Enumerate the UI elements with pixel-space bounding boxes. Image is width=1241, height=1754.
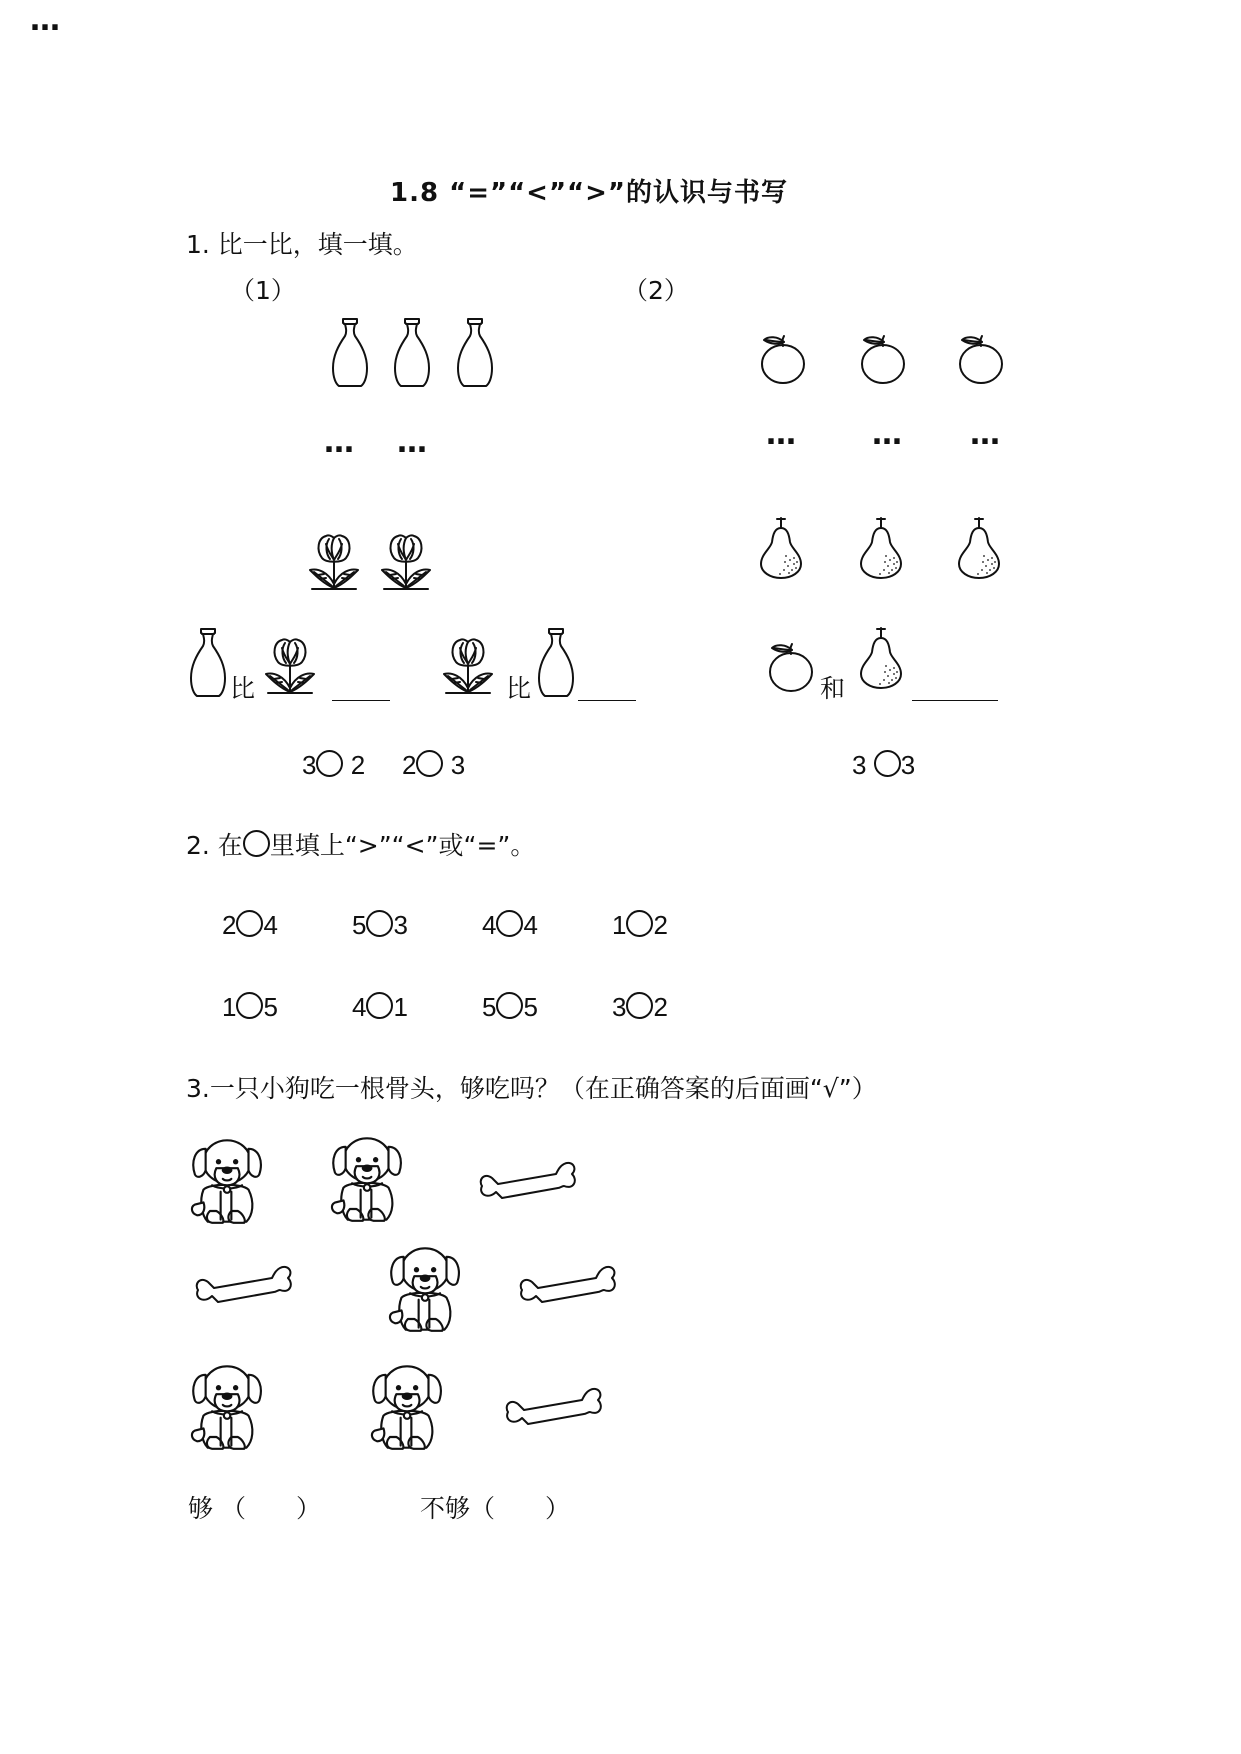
- vase-icon: [455, 316, 495, 388]
- right-number: 1: [393, 992, 408, 1022]
- match-dots: …: [970, 417, 1002, 452]
- answer-blank[interactable]: [578, 700, 636, 701]
- answer-circle[interactable]: [874, 750, 901, 777]
- answer-blank[interactable]: [912, 700, 998, 701]
- answer-circle[interactable]: [316, 750, 343, 777]
- left-number: 4: [352, 992, 367, 1022]
- compare-expression: [222, 910, 278, 941]
- enough-answer[interactable]: 够 （ ）: [188, 1494, 321, 1523]
- q1-heading: 1. 比一比，填一填。: [186, 230, 418, 259]
- circle-icon: [243, 830, 270, 857]
- left-number: 2: [222, 910, 237, 940]
- q2-heading: [186, 830, 535, 858]
- left-number: 5: [352, 910, 367, 940]
- apple-icon: [858, 332, 908, 384]
- compare-expression: [612, 992, 668, 1023]
- pear-icon: [856, 516, 906, 580]
- corner-ellipsis: …: [30, 3, 62, 38]
- apple-icon: [758, 332, 808, 384]
- right-number: 4: [523, 910, 538, 940]
- compare-expression: [482, 910, 538, 941]
- left-number: 1: [612, 910, 627, 940]
- right-number: 4: [263, 910, 278, 940]
- vase-icon: [536, 626, 576, 698]
- answer-circle[interactable]: [496, 910, 523, 937]
- vase-icon: [188, 626, 228, 698]
- match-dots: …: [324, 425, 356, 460]
- tulip-icon: [440, 636, 496, 696]
- match-dots: …: [872, 417, 904, 452]
- vase-icon: [330, 316, 370, 388]
- compare-expression: [222, 992, 278, 1023]
- tulip-icon: [262, 636, 318, 696]
- left-number: 1: [222, 992, 237, 1022]
- pear-icon: [756, 516, 806, 580]
- compare-word: 比: [230, 674, 256, 703]
- left-number: 3: [612, 992, 627, 1022]
- apple-icon: [956, 332, 1006, 384]
- answer-circle[interactable]: [366, 992, 393, 1019]
- compare-expression: [852, 750, 915, 781]
- answer-circle[interactable]: [626, 992, 653, 1019]
- answer-circle[interactable]: [626, 910, 653, 937]
- compare-expression: [402, 750, 465, 781]
- right-number: 2: [653, 910, 668, 940]
- compare-word: 比: [506, 674, 532, 703]
- and-word: 和: [820, 674, 846, 703]
- bone-icon: [518, 1264, 618, 1314]
- bone-icon: [194, 1264, 294, 1314]
- right-number: 2: [653, 992, 668, 1022]
- not-enough-answer[interactable]: 不够（ ）: [420, 1494, 571, 1523]
- page-title: 1.8 “=”“<”“>”的认识与书写: [390, 178, 788, 208]
- compare-expression: [482, 992, 538, 1023]
- answer-blank[interactable]: [332, 700, 390, 701]
- answer-circle[interactable]: [496, 992, 523, 1019]
- q2-heading-suffix: 里填上“>”“<”或“=”。: [269, 831, 536, 860]
- vase-icon: [392, 316, 432, 388]
- right-number: 3: [393, 910, 408, 940]
- puppy-icon: [188, 1362, 264, 1452]
- left-number: 2: [402, 750, 417, 780]
- compare-expression: [302, 750, 365, 781]
- left-number: 3: [302, 750, 317, 780]
- right-number: 3: [900, 750, 916, 780]
- right-number: 5: [523, 992, 538, 1022]
- q2-heading-prefix: 2. 在: [186, 831, 243, 860]
- compare-expression: [612, 910, 668, 941]
- pear-icon: [856, 626, 906, 690]
- answer-circle[interactable]: [236, 910, 263, 937]
- puppy-icon: [328, 1134, 404, 1224]
- left-number: 5: [482, 992, 497, 1022]
- puppy-icon: [188, 1136, 264, 1226]
- q1-part2-label: （2）: [623, 276, 689, 305]
- answer-circle[interactable]: [236, 992, 263, 1019]
- tulip-icon: [306, 532, 362, 592]
- puppy-icon: [386, 1244, 462, 1334]
- right-number: 5: [263, 992, 278, 1022]
- match-dots: …: [397, 425, 429, 460]
- q3-heading: 3.一只小狗吃一根骨头，够吃吗？（在正确答案的后面画“√”）: [186, 1074, 877, 1103]
- answer-circle[interactable]: [416, 750, 443, 777]
- puppy-icon: [368, 1362, 444, 1452]
- apple-icon: [766, 640, 816, 692]
- compare-expression: [352, 910, 408, 941]
- bone-icon: [478, 1160, 578, 1210]
- left-number: 3: [852, 750, 867, 780]
- left-number: 4: [482, 910, 497, 940]
- bone-icon: [504, 1386, 604, 1436]
- answer-circle[interactable]: [366, 910, 393, 937]
- match-dots: …: [766, 417, 798, 452]
- right-number: 3: [450, 750, 466, 780]
- tulip-icon: [378, 532, 434, 592]
- compare-expression: [352, 992, 408, 1023]
- pear-icon: [954, 516, 1004, 580]
- q1-part1-label: （1）: [230, 276, 296, 305]
- right-number: 2: [350, 750, 366, 780]
